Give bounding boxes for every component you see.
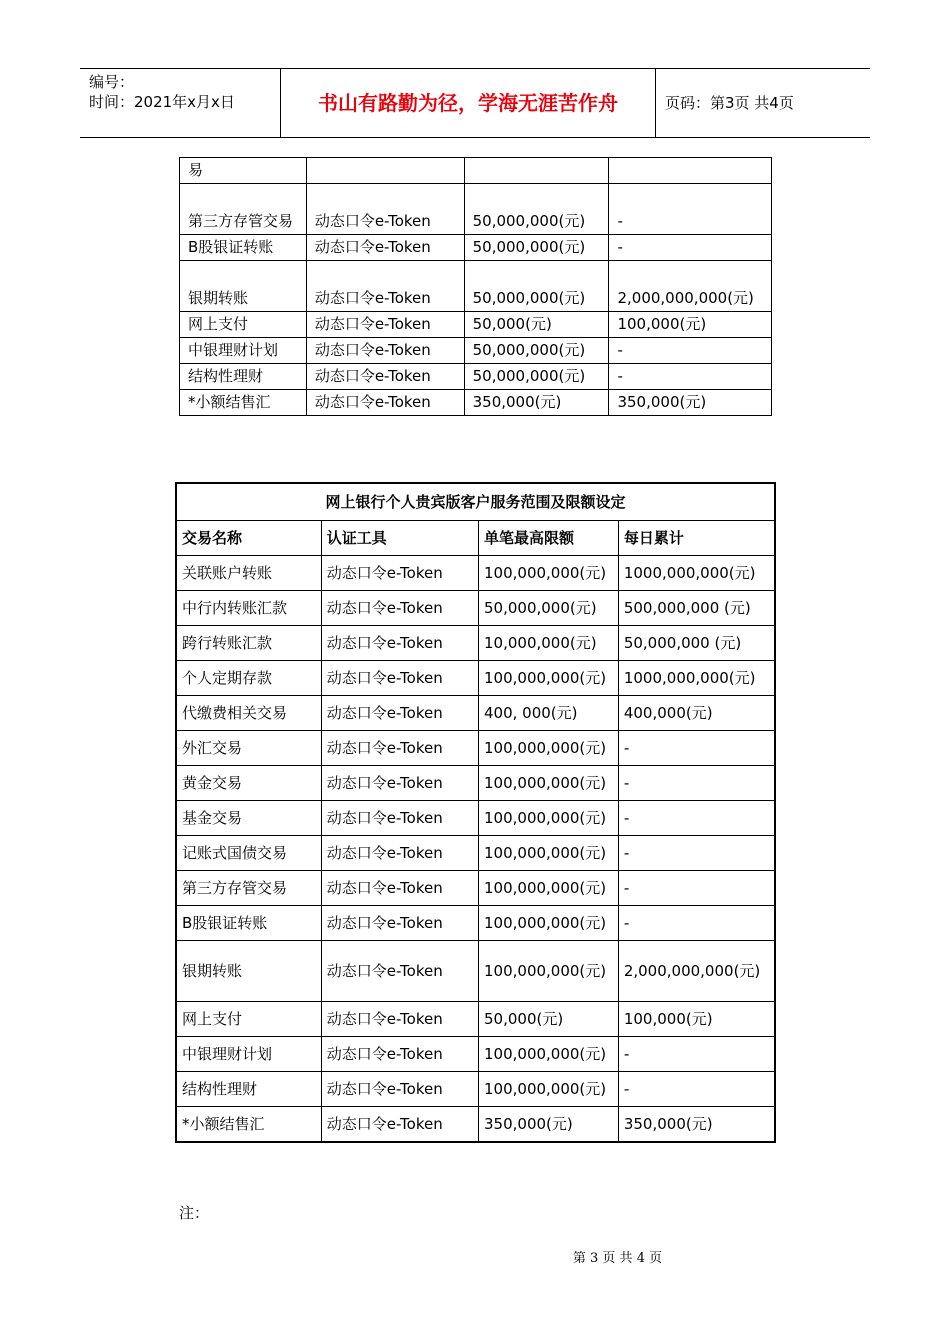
table-cell: 2,000,000,000(元) bbox=[618, 941, 775, 1002]
table-row bbox=[176, 836, 775, 871]
table-cell: 动态口令e-Token bbox=[321, 871, 478, 906]
table-cell: 400,000(元) bbox=[618, 696, 775, 731]
table-cell: 50,000,000 (元) bbox=[618, 626, 775, 661]
table-cell: 50,000,000(元) bbox=[464, 364, 609, 390]
table-cell: 第三方存管交易 bbox=[180, 184, 307, 235]
table-row bbox=[176, 661, 775, 696]
table-cell: 50,000,000(元) bbox=[464, 235, 609, 261]
table-row bbox=[180, 235, 772, 261]
table-cell: 100,000,000(元) bbox=[479, 661, 619, 696]
table-cell: 50,000,000(元) bbox=[464, 184, 609, 235]
table-cell: 动态口令e-Token bbox=[321, 766, 478, 801]
table-cell: - bbox=[609, 338, 772, 364]
table-cell: - bbox=[618, 1072, 775, 1107]
table-cell: 动态口令e-Token bbox=[321, 1072, 478, 1107]
table-cell: 动态口令e-Token bbox=[321, 906, 478, 941]
table-cell: 黄金交易 bbox=[176, 766, 321, 801]
table-cell: 350,000(元) bbox=[609, 390, 772, 416]
table-cell: 350,000(元) bbox=[618, 1107, 775, 1143]
table-cell: 动态口令e-Token bbox=[306, 338, 464, 364]
table-cell: 100,000,000(元) bbox=[479, 871, 619, 906]
vip-limits-table bbox=[175, 482, 776, 1143]
table-cell: 中行内转账汇款 bbox=[176, 591, 321, 626]
table-cell: 10,000,000(元) bbox=[479, 626, 619, 661]
header-meta bbox=[80, 69, 281, 137]
table-cell: *小额结售汇 bbox=[176, 1107, 321, 1143]
table-cell: 100,000,000(元) bbox=[479, 766, 619, 801]
table-cell: 银期转账 bbox=[180, 261, 307, 312]
table-cell: 动态口令e-Token bbox=[321, 836, 478, 871]
table-row bbox=[176, 591, 775, 626]
table-header-row bbox=[176, 521, 775, 556]
table-cell: 动态口令e-Token bbox=[306, 261, 464, 312]
table-cell: 动态口令e-Token bbox=[321, 556, 478, 591]
table-row bbox=[176, 766, 775, 801]
table-row bbox=[176, 556, 775, 591]
table-cell: 100,000,000(元) bbox=[479, 801, 619, 836]
table-row bbox=[176, 906, 775, 941]
table-cell: 代缴费相关交易 bbox=[176, 696, 321, 731]
table-cell: - bbox=[618, 801, 775, 836]
table-row bbox=[180, 338, 772, 364]
table-cell: 动态口令e-Token bbox=[321, 591, 478, 626]
column-header: 交易名称 bbox=[176, 521, 321, 556]
table-cell: - bbox=[618, 1037, 775, 1072]
table-cell: 50,000,000(元) bbox=[479, 591, 619, 626]
number-label: 编号： bbox=[89, 73, 135, 91]
table-cell: 动态口令e-Token bbox=[321, 801, 478, 836]
table-cell: *小额结售汇 bbox=[180, 390, 307, 416]
table-cell: 动态口令e-Token bbox=[306, 312, 464, 338]
table-cell: 1000,000,000(元) bbox=[618, 661, 775, 696]
table-row bbox=[180, 184, 772, 235]
table-row bbox=[176, 696, 775, 731]
table-cell: 500,000,000 (元) bbox=[618, 591, 775, 626]
table-cell: 50,000(元) bbox=[479, 1002, 619, 1037]
table-row bbox=[180, 261, 772, 312]
table-row bbox=[176, 941, 775, 1002]
table-cell: B股银证转账 bbox=[176, 906, 321, 941]
page-footer: 第 3 页 共 4 页 bbox=[572, 1251, 663, 1266]
table-cell: 外汇交易 bbox=[176, 731, 321, 766]
column-header: 单笔最高限额 bbox=[479, 521, 619, 556]
table-row bbox=[176, 1037, 775, 1072]
table-cell: - bbox=[618, 766, 775, 801]
table-cell: 中银理财计划 bbox=[176, 1037, 321, 1072]
table-cell: - bbox=[618, 731, 775, 766]
table-cell bbox=[306, 158, 464, 184]
table-cell: 350,000(元) bbox=[464, 390, 609, 416]
table-cell: - bbox=[609, 184, 772, 235]
table-cell: 记账式国债交易 bbox=[176, 836, 321, 871]
table-cell: 网上支付 bbox=[180, 312, 307, 338]
limits-table-continued bbox=[179, 157, 772, 416]
table-cell: 中银理财计划 bbox=[180, 338, 307, 364]
table-cell bbox=[609, 158, 772, 184]
table-cell: B股银证转账 bbox=[180, 235, 307, 261]
table-cell: 100,000(元) bbox=[609, 312, 772, 338]
table-cell: 100,000,000(元) bbox=[479, 906, 619, 941]
table-cell: 易 bbox=[180, 158, 307, 184]
table-cell: 100,000,000(元) bbox=[479, 731, 619, 766]
column-header: 认证工具 bbox=[321, 521, 478, 556]
table-cell: 结构性理财 bbox=[180, 364, 307, 390]
note-label: 注： bbox=[179, 1204, 210, 1222]
table-cell: 银期转账 bbox=[176, 941, 321, 1002]
table-cell bbox=[464, 158, 609, 184]
table-row bbox=[180, 158, 772, 184]
table-cell: - bbox=[609, 364, 772, 390]
table-cell: 350,000(元) bbox=[479, 1107, 619, 1143]
table-cell: 动态口令e-Token bbox=[321, 731, 478, 766]
table-cell: 100,000,000(元) bbox=[479, 836, 619, 871]
table-cell: 网上支付 bbox=[176, 1002, 321, 1037]
table-row bbox=[176, 1072, 775, 1107]
table-row bbox=[180, 312, 772, 338]
table-row bbox=[176, 731, 775, 766]
table-cell: - bbox=[618, 871, 775, 906]
table-cell: - bbox=[609, 235, 772, 261]
table-cell: 第三方存管交易 bbox=[176, 871, 321, 906]
table-cell: 动态口令e-Token bbox=[306, 364, 464, 390]
table-row bbox=[176, 1002, 775, 1037]
table-row bbox=[176, 871, 775, 906]
table-cell: 动态口令e-Token bbox=[321, 941, 478, 1002]
column-header: 每日累计 bbox=[618, 521, 775, 556]
table-cell: 50,000,000(元) bbox=[464, 338, 609, 364]
table-cell: 50,000,000(元) bbox=[464, 261, 609, 312]
table-cell: 100,000,000(元) bbox=[479, 941, 619, 1002]
table-cell: 100,000,000(元) bbox=[479, 1037, 619, 1072]
table-row bbox=[176, 801, 775, 836]
table-row bbox=[176, 1107, 775, 1143]
table-cell: 动态口令e-Token bbox=[321, 1107, 478, 1143]
table-cell: 动态口令e-Token bbox=[321, 1037, 478, 1072]
table-cell: 个人定期存款 bbox=[176, 661, 321, 696]
table-cell: 动态口令e-Token bbox=[306, 390, 464, 416]
page-header bbox=[80, 68, 870, 138]
table-cell: - bbox=[618, 906, 775, 941]
table-cell: 动态口令e-Token bbox=[306, 184, 464, 235]
table-cell: 动态口令e-Token bbox=[321, 1002, 478, 1037]
table-cell: 结构性理财 bbox=[176, 1072, 321, 1107]
table-title: 网上银行个人贵宾版客户服务范围及限额设定 bbox=[176, 483, 775, 521]
table-row bbox=[180, 390, 772, 416]
table-cell: 关联账户转账 bbox=[176, 556, 321, 591]
table-cell: 100,000,000(元) bbox=[479, 556, 619, 591]
table-cell: 100,000,000(元) bbox=[479, 1072, 619, 1107]
table-cell: 1000,000,000(元) bbox=[618, 556, 775, 591]
time-label: 时间：2021年x月x日 bbox=[89, 93, 235, 111]
table-cell: 2,000,000,000(元) bbox=[609, 261, 772, 312]
table-cell: 动态口令e-Token bbox=[321, 661, 478, 696]
table-cell: 400, 000(元) bbox=[479, 696, 619, 731]
table-cell: 跨行转账汇款 bbox=[176, 626, 321, 661]
header-motto: 书山有路勤为径，学海无涯苦作舟 bbox=[281, 69, 656, 137]
table-cell: 动态口令e-Token bbox=[321, 626, 478, 661]
table-cell: 基金交易 bbox=[176, 801, 321, 836]
table-cell: 动态口令e-Token bbox=[306, 235, 464, 261]
table-row bbox=[176, 626, 775, 661]
page-number-label: 页码：第3页 共4页 bbox=[665, 94, 794, 112]
table-row bbox=[180, 364, 772, 390]
table-cell: 100,000(元) bbox=[618, 1002, 775, 1037]
table-cell: 动态口令e-Token bbox=[321, 696, 478, 731]
table-cell: - bbox=[618, 836, 775, 871]
table-cell: 50,000(元) bbox=[464, 312, 609, 338]
